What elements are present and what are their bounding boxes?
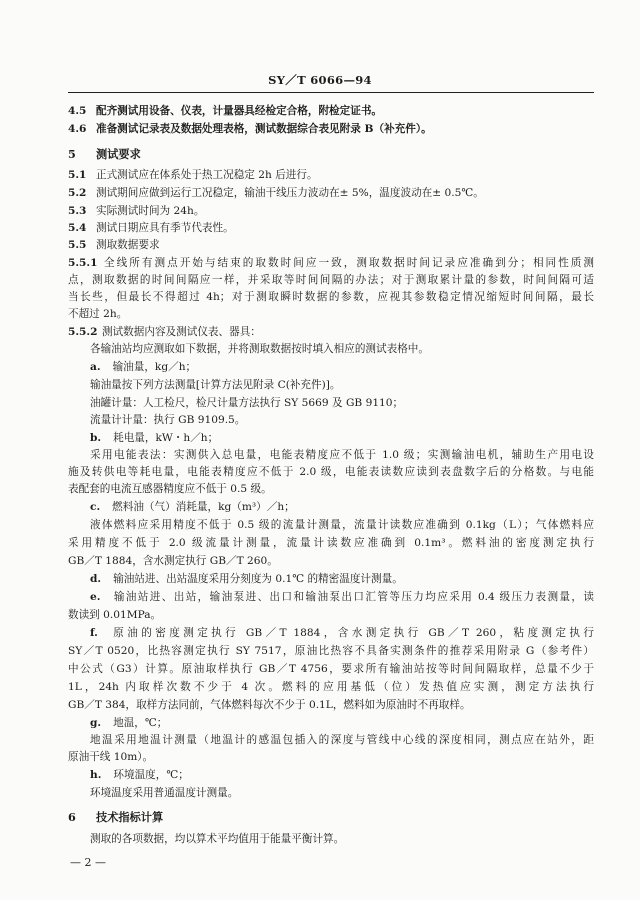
item-f-line-1 bbox=[90, 626, 594, 640]
clause-5-5-2-intro: 各输油站均应测取如下数据，并将测取数据按时填入相应的测试表格中。 bbox=[90, 343, 429, 355]
clause-text: 全线所有测点开始与结束的取数时间应一致，测取数据时间记录应准确到分；相同性质测 bbox=[102, 257, 594, 269]
clause-number: 5.1 bbox=[68, 169, 87, 181]
item-g-title bbox=[90, 716, 167, 730]
standard-code-header: SY／T 6066—94 bbox=[268, 73, 372, 87]
item-a-line-1: 输油量按下列方法测量[计算方法见附录 C(补充件)]。 bbox=[90, 379, 341, 391]
section-5-heading bbox=[68, 147, 141, 161]
item-label: c. bbox=[90, 501, 101, 513]
item-b-line-1: 采用电能表法：实测供入总电量，电能表精度应不低于 1.0 级；实测输油电机，辅助生产用电设 bbox=[90, 449, 594, 461]
item-text: 输油站进、出站，输油泵进、出口和输油泵出口汇管等压力均应采用 0.4 级压力表测量，读 bbox=[112, 591, 594, 603]
item-text: 输油站进、出站温度采用分刻度为 0.1℃ 的精密温度计测量。 bbox=[113, 573, 403, 585]
clause-5-3 bbox=[68, 204, 204, 218]
item-label: e. bbox=[90, 591, 101, 603]
header-rule bbox=[68, 92, 594, 93]
item-g-line-2: 原油干线 10m）。 bbox=[68, 751, 154, 763]
clause-5-5-1-line-3: 当长些，但最长不得超过 4h；对于测取瞬时数据的参数，应视其参数稳定情况缩短时间间隔，最长 bbox=[68, 291, 594, 303]
clause-5-5-1-line-2: 点，测取数据的时间间隔应一样，并采取等时间间隔的办法；对于测取累计量的参数，时间间隔可适 bbox=[68, 274, 594, 286]
item-c-title bbox=[90, 500, 295, 514]
item-f-line-5: GB／T 384，取样方法同前，气体燃料每次不少于 0.1L，燃料如为原油时不再取样。 bbox=[68, 699, 471, 711]
section-title: 测试要求 bbox=[96, 147, 141, 161]
item-e-line-2: 数读到 0.01MPa。 bbox=[68, 609, 162, 621]
item-g-line-1: 地温采用地温计测量（地温计的感温包插入的深度与管线中心线的深度相同，测点应在站外，距 bbox=[90, 734, 594, 746]
clause-number: 5.2 bbox=[68, 187, 87, 199]
clause-number: 4.6 bbox=[68, 123, 87, 135]
item-title: 燃料油（气）消耗量，kg（m³）／h； bbox=[112, 501, 295, 513]
item-h-line-1: 环境温度采用普通温度计测量。 bbox=[90, 787, 239, 799]
section-6-text: 测取的各项数据，均以算术平均值用于能量平衡计算。 bbox=[90, 833, 345, 845]
item-label: h. bbox=[90, 769, 102, 781]
clause-text: 实际测试时间为 24h。 bbox=[96, 205, 205, 217]
item-text: 原油的密度测定执行 GB／T 1884，含水测定执行 GB／T 260，粘度测定执行 bbox=[109, 627, 594, 639]
clause-5-5-1-line-4: 不超过 2h。 bbox=[68, 308, 128, 320]
clause-text: 正式测试应在体系处于热工况稳定 2h 后进行。 bbox=[96, 169, 318, 181]
clause-number: 4.5 bbox=[68, 105, 87, 117]
section-title: 技术指标计算 bbox=[96, 810, 164, 824]
clause-number: 5.5.1 bbox=[68, 257, 98, 269]
item-h-title bbox=[90, 768, 189, 782]
clause-5-5-1-line-1 bbox=[68, 256, 594, 270]
clause-5-2 bbox=[68, 186, 484, 200]
item-a-title bbox=[90, 360, 196, 374]
item-e-line-1 bbox=[90, 590, 594, 604]
clause-text: 测取数据要求 bbox=[96, 239, 160, 251]
item-c-line-3: GB／T 1884，含水测定执行 GB／T 260。 bbox=[68, 555, 278, 567]
clause-5-5-2 bbox=[68, 325, 261, 339]
item-b-line-3: 表配套的电流互感器精度应不低于 0.5 级。 bbox=[68, 483, 272, 495]
item-label: a. bbox=[90, 361, 101, 373]
item-a-line-2: 油罐计量：人工检尺，检尺计量方法执行 SY 5669 及 GB 9110； bbox=[90, 397, 404, 409]
clause-text: 测试日期应具有季节代表性。 bbox=[96, 222, 234, 234]
item-title: 地温，℃； bbox=[113, 717, 168, 729]
item-title: 耗电量，kW・h／h； bbox=[113, 432, 219, 444]
clause-5-5 bbox=[68, 238, 160, 252]
clause-text: 配齐测试用设备、仪表，计量器具经检定合格，附检定证书。 bbox=[96, 105, 383, 117]
section-number: 5 bbox=[68, 147, 76, 161]
clause-text: 测试期间应做到运行工况稳定，输油干线压力波动在± 5%，温度波动在± 0.5℃。 bbox=[96, 187, 484, 199]
item-label: f. bbox=[90, 627, 98, 639]
item-label: d. bbox=[90, 573, 102, 585]
page-number: — 2 — bbox=[70, 856, 106, 869]
clause-number: 5.3 bbox=[68, 205, 87, 217]
clause-number: 5.5 bbox=[68, 239, 87, 251]
item-f-line-2: SY／T 0520，比热容测定执行 SY 7517，原油比热容不具备实测条件的推荐采用附录 G（参考件） bbox=[68, 645, 594, 657]
clause-title: 测试数据内容及测试仪表、器具： bbox=[102, 326, 261, 338]
clause-5-1 bbox=[68, 168, 318, 182]
item-label: b. bbox=[90, 432, 102, 444]
clause-4-6 bbox=[68, 122, 432, 136]
item-a-line-3: 流量计计量：执行 GB 9109.5。 bbox=[90, 414, 246, 426]
section-6-heading bbox=[68, 810, 163, 824]
clause-text: 准备测试记录表及数据处理表格，测试数据综合表见附录 B（补充件）。 bbox=[96, 123, 432, 135]
clause-number: 5.5.2 bbox=[68, 326, 98, 338]
clause-number: 5.4 bbox=[68, 222, 87, 234]
item-label: g. bbox=[90, 717, 102, 729]
clause-5-4 bbox=[68, 221, 234, 235]
item-f-line-3: 中公式（G3）计算。原油取样执行 GB／T 4756，要求所有输油站按等时间间隔取样，总量不少于 bbox=[68, 663, 594, 675]
item-c-line-2: 采用精度不低于 2.0 级流量计测量，流量计读数应准确到 0.1m³。燃料油的密度测定执行 bbox=[68, 537, 594, 549]
item-f-line-4: 1L，24h 内取样次数不少于 4 次。燃料的应用基低（位）发热值应实测，测定方法执行 bbox=[68, 681, 594, 693]
item-b-title bbox=[90, 431, 218, 445]
section-number: 6 bbox=[68, 810, 76, 824]
item-title: 输油量，kg／h； bbox=[112, 361, 197, 373]
item-c-line-1: 液体燃料应采用精度不低于 0.5 级的流量计测量，流量计读数应准确到 0.1kg（L）；气体燃料应 bbox=[90, 519, 594, 531]
item-title: 环境温度，℃； bbox=[113, 769, 189, 781]
item-d bbox=[90, 572, 403, 586]
item-b-line-2: 施及转供电等耗电量，电能表精度应不低于 2.0 级，电能表读数应读到表盘数字后的分格数。与电能 bbox=[68, 466, 594, 478]
clause-4-5 bbox=[68, 104, 382, 118]
